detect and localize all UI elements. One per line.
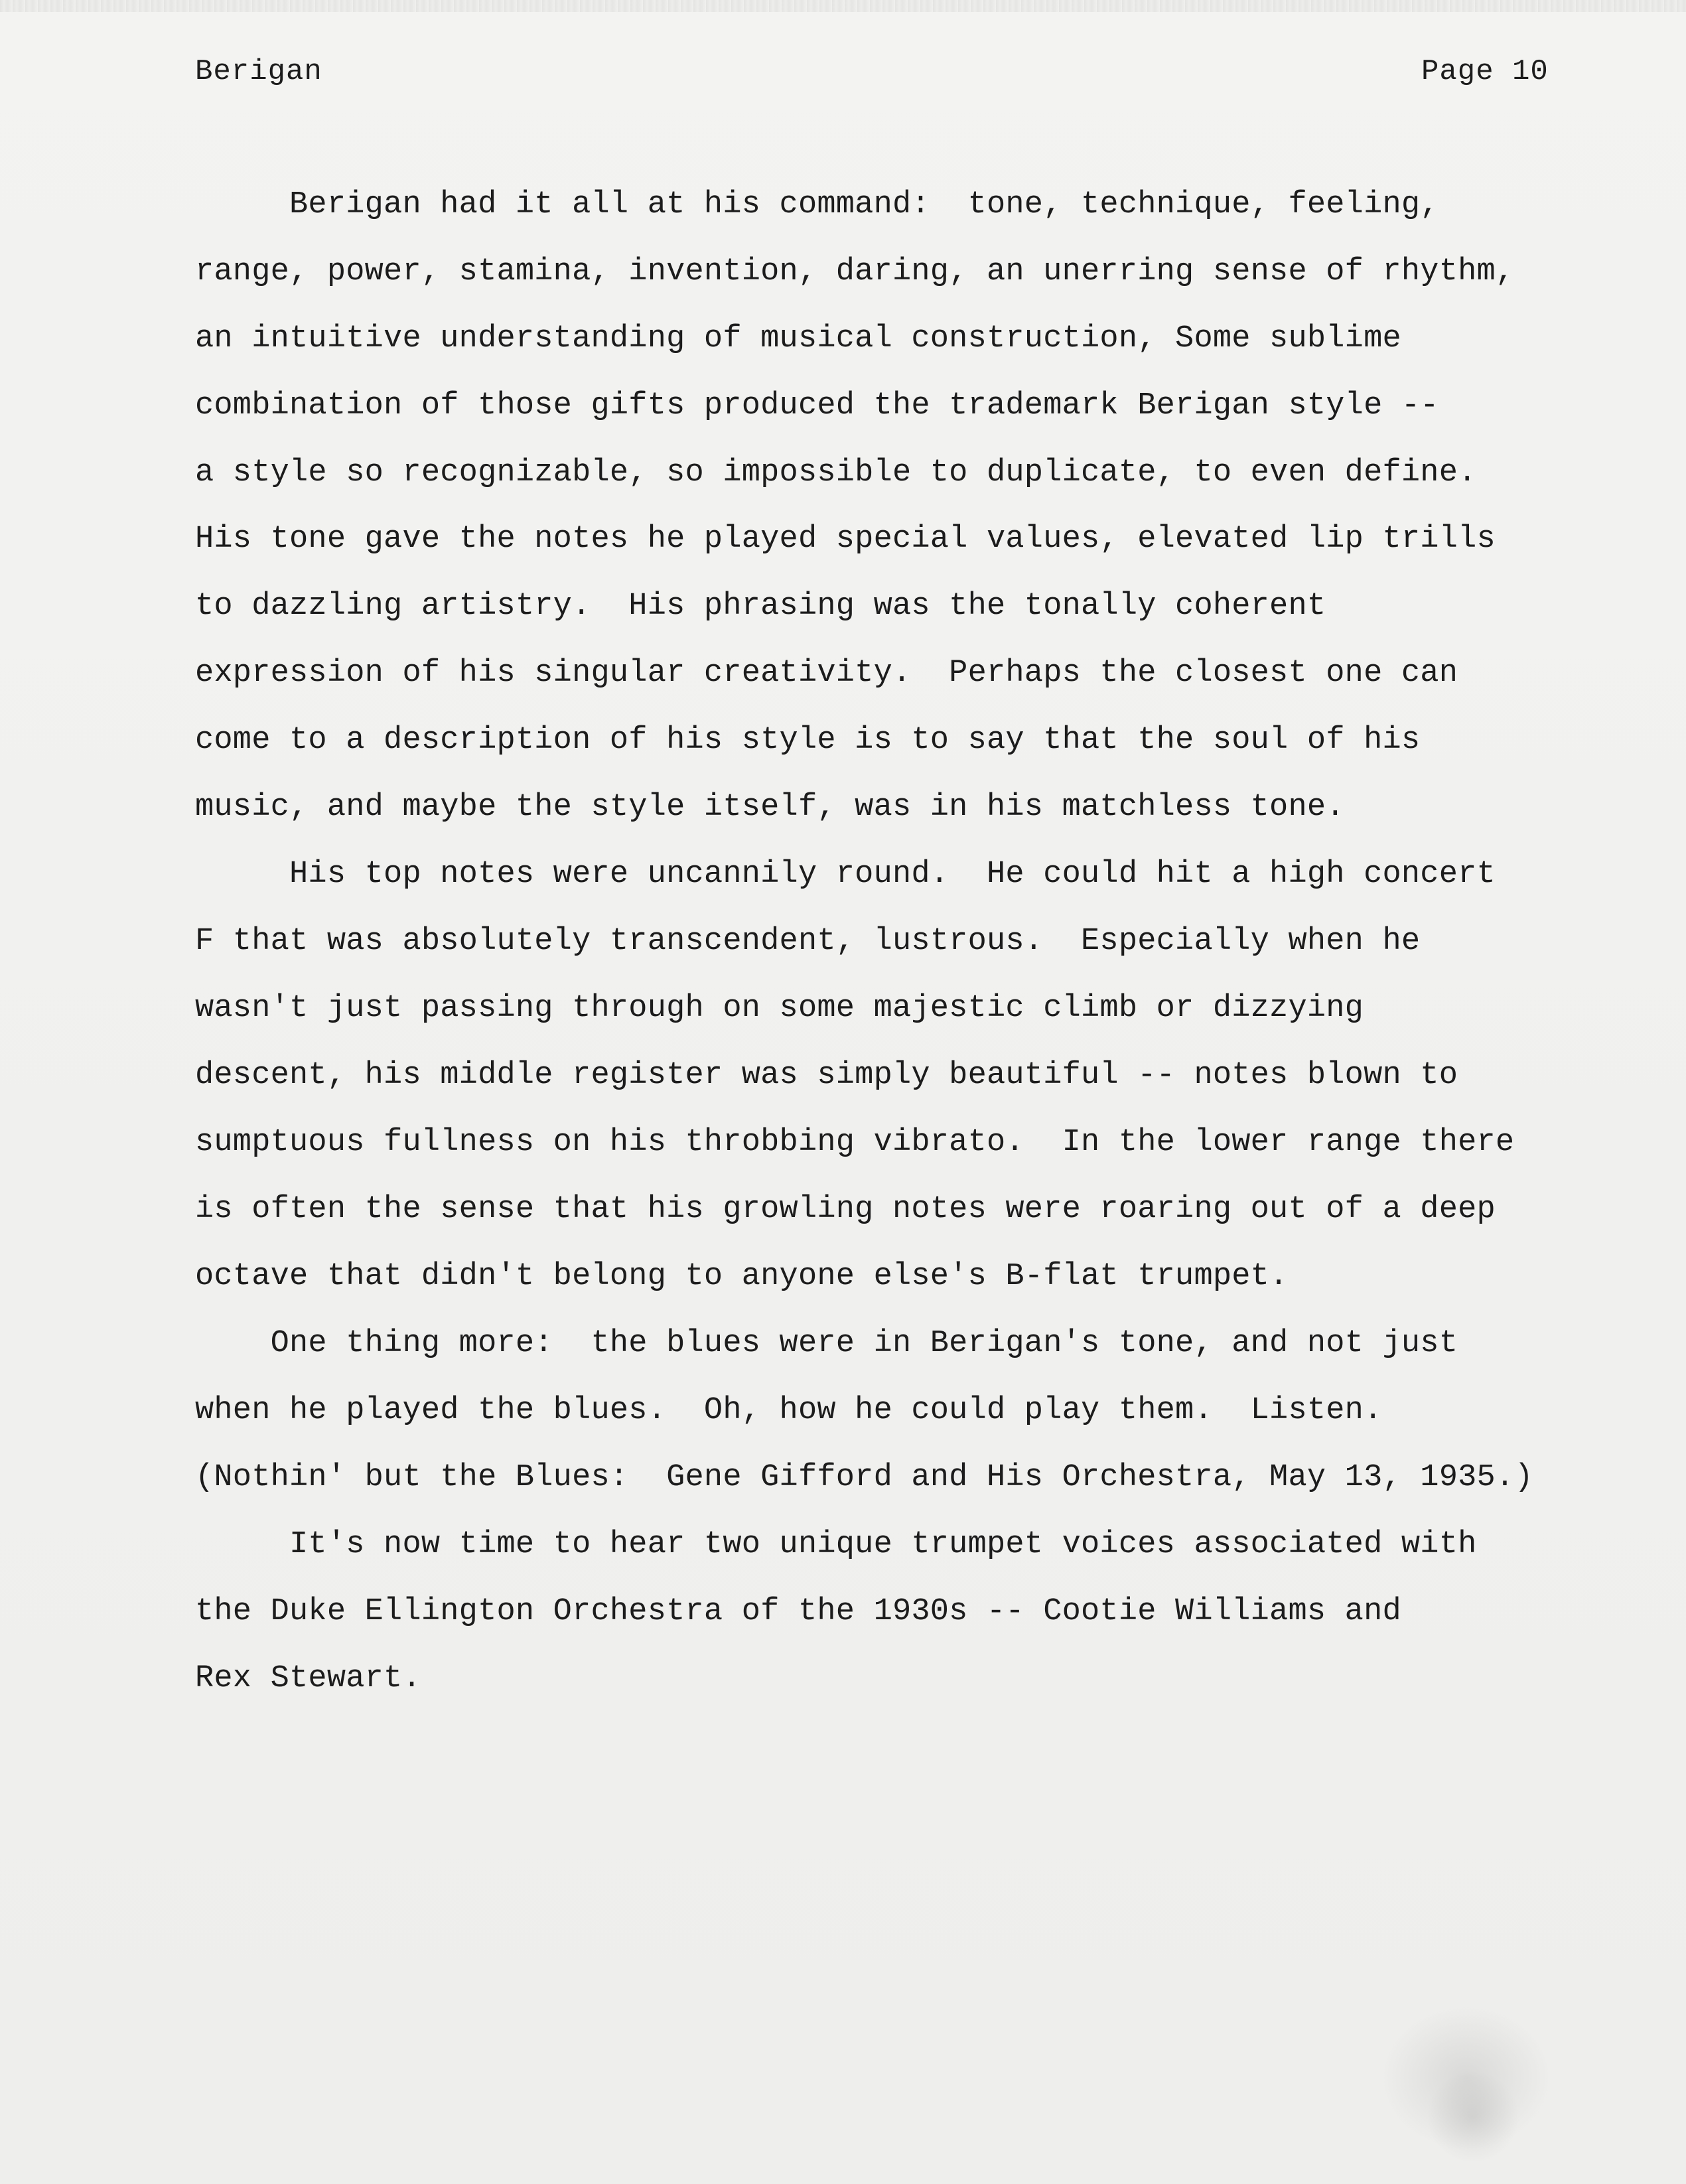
body-line: Berigan had it all at his command: tone, technique, feeling,	[195, 187, 1439, 222]
body-line: His top notes were uncannily round. He could hit a high concert	[195, 857, 1496, 892]
body-line: octave that didn't belong to anyone else's B-flat trumpet.	[195, 1259, 1289, 1294]
body-line: music, and maybe the style itself, was in his matchless tone.	[195, 790, 1345, 825]
body-line: the Duke Ellington Orchestra of the 1930s -- Cootie Williams and	[195, 1594, 1401, 1629]
body-line: a style so recognizable, so impossible to duplicate, to even define.	[195, 455, 1477, 490]
body-line: range, power, stamina, invention, daring, an unerring sense of rhythm,	[195, 254, 1515, 289]
body-line: F that was absolutely transcendent, lustrous. Especially when he	[195, 924, 1421, 959]
body-line: an intuitive understanding of musical construction, Some sublime	[195, 321, 1401, 356]
body-line: is often the sense that his growling notes were roaring out of a deep	[195, 1192, 1496, 1227]
body-line: sumptuous fullness on his throbbing vibrato. In the lower range there	[195, 1125, 1515, 1160]
body-line: come to a description of his style is to say that the soul of his	[195, 723, 1421, 758]
body-line: when he played the blues. Oh, how he could play them. Listen.	[195, 1393, 1383, 1428]
body-line: (Nothin' but the Blues: Gene Gifford and His Orchestra, May 13, 1935.)	[195, 1460, 1533, 1495]
body-line: combination of those gifts produced the trademark Berigan style --	[195, 388, 1439, 423]
body-line: It's now time to hear two unique trumpet voices associated with	[195, 1527, 1477, 1562]
scan-smudge	[1427, 2071, 1519, 2163]
body-line: One thing more: the blues were in Berigan's tone, and not just	[195, 1326, 1458, 1361]
page-number: Page 10	[1421, 55, 1549, 88]
body-line: to dazzling artistry. His phrasing was the tonally coherent	[195, 589, 1326, 624]
body-line: His tone gave the notes he played special values, elevated lip trills	[195, 522, 1496, 557]
scan-top-edge	[0, 0, 1686, 12]
body-line: descent, his middle register was simply beautiful -- notes blown to	[195, 1058, 1458, 1093]
body-line: wasn't just passing through on some majestic climb or dizzying	[195, 991, 1364, 1026]
running-header-title: Berigan	[195, 55, 322, 88]
body-line: Rex Stewart.	[195, 1661, 421, 1696]
body-line: expression of his singular creativity. Perhaps the closest one can	[195, 656, 1458, 691]
